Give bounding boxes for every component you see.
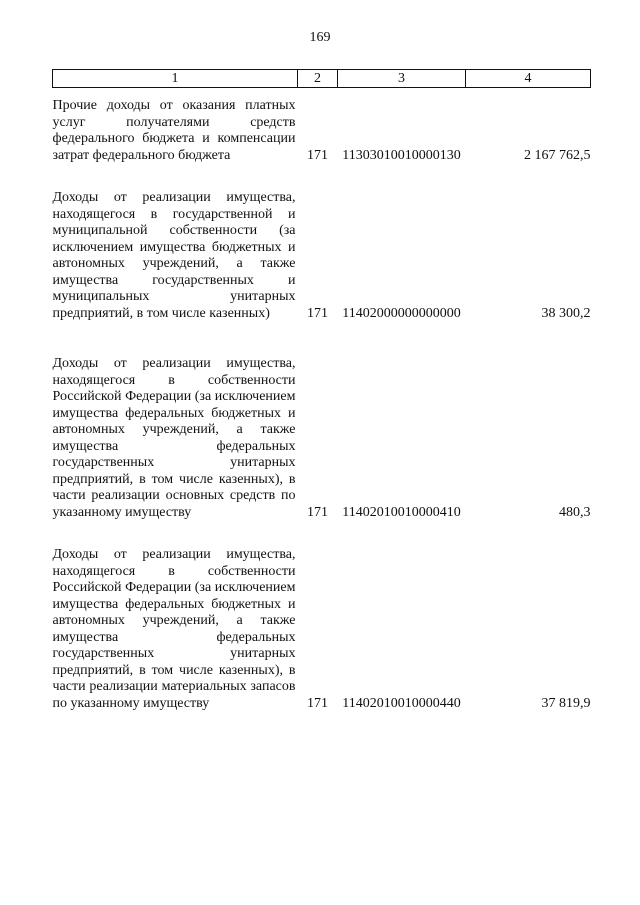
row-classification-code: 11303010010000130	[342, 147, 461, 163]
row-description: Доходы от реализации имущества, находящегося в собственности Российской Федерации (за исключением имущества федеральных бюджетных и автономных учреждений, а также имущества федеральных государственных унитарных предприятий, в том числе казенных), в части реализации основных средств по указанному имуществу	[52, 356, 296, 520]
budget-revenue-table	[52, 69, 591, 712]
row-classification-code: 11402000000000000	[342, 305, 461, 321]
table-row	[53, 164, 591, 322]
table-row	[53, 88, 591, 165]
table-row	[53, 521, 591, 712]
column-header-admin: 2	[298, 70, 338, 88]
row-amount: 480,3	[559, 504, 591, 520]
page-number: 169	[309, 30, 331, 45]
row-classification-code: 11402010010000410	[342, 504, 461, 520]
row-admin-code: 171	[307, 147, 328, 163]
row-admin-code: 171	[307, 305, 328, 321]
row-amount: 2 167 762,5	[524, 147, 591, 163]
row-description: Прочие доходы от оказания платных услуг получателями средств федерального бюджета и компенсации затрат федерального бюджета	[52, 98, 296, 163]
row-description: Доходы от реализации имущества, находящегося в собственности Российской Федерации (за исключением имущества федеральных бюджетных и автономных учреждений, а также имущества федеральных государственных унитарных предприятий, в том числе казенных), в части реализации материальных запасов по указанному имуществу	[52, 547, 296, 711]
column-header-amount: 4	[466, 70, 591, 88]
table-row	[53, 322, 591, 521]
row-amount: 38 300,2	[541, 305, 591, 321]
row-classification-code: 11402010010000440	[342, 695, 461, 711]
column-header-description: 1	[53, 70, 298, 88]
row-description: Доходы от реализации имущества, находящегося в государственной и муниципальной собственности (за исключением имущества бюджетных и автономных учреждений, а также имущества государственных и муниципальных унитарных предприятий, в том числе казенных)	[52, 190, 296, 321]
column-header-code: 3	[338, 70, 466, 88]
row-amount: 37 819,9	[541, 695, 591, 711]
row-admin-code: 171	[307, 695, 328, 711]
row-admin-code: 171	[307, 504, 328, 520]
table-header-row	[53, 70, 591, 88]
